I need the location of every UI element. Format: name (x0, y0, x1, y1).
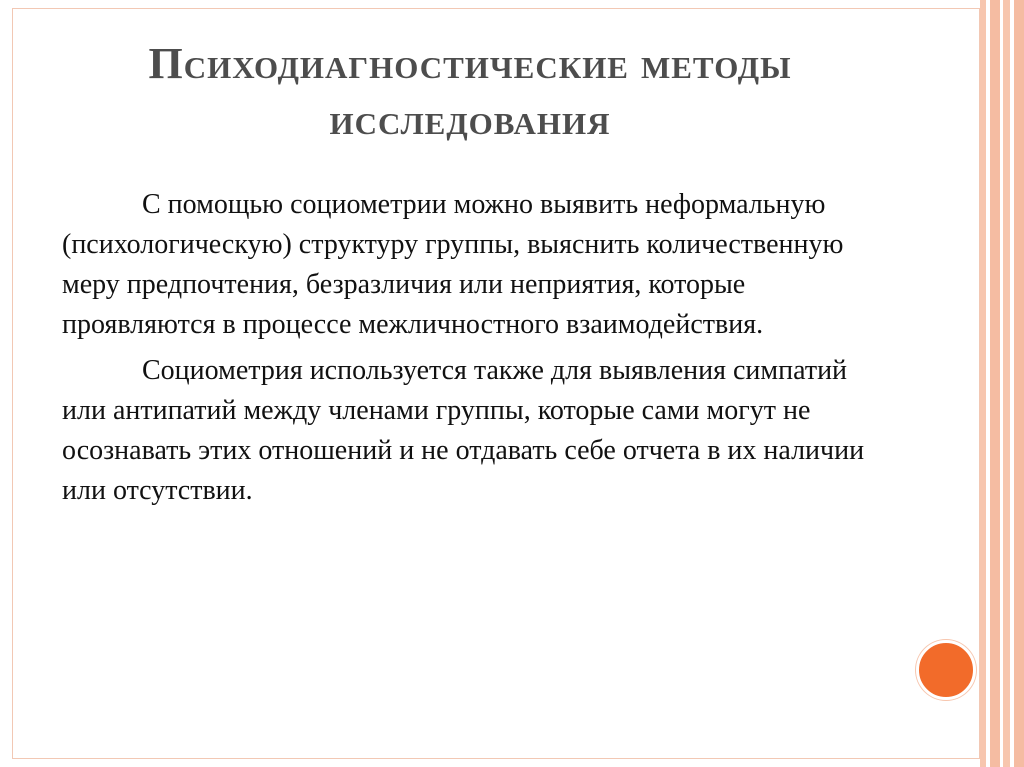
title-line-1: Психодиагностические методы (148, 39, 792, 88)
paragraph-2: Социометрия используется также для выявления симпатий или антипатий между членами группы, которые сами могут не осознавать этих отношений и не отдавать себе отчета в их наличии или отсутствии. (62, 355, 865, 506)
decorative-stripe (990, 0, 1000, 767)
slide-title (40, 36, 900, 148)
paragraph-1: С помощью социометрии можно выявить неформальную (психологическую) структуру группы, выяснить количественную меру предпочтения, безразличия или неприятия, которые проявляются в процессе межличностного взаимодействия. (62, 189, 844, 340)
slide-body (62, 185, 892, 517)
decorative-stripe (1003, 0, 1010, 767)
decorative-stripe (1014, 0, 1024, 767)
title-line-2: исследования (329, 95, 611, 144)
decorative-circle (916, 640, 976, 700)
